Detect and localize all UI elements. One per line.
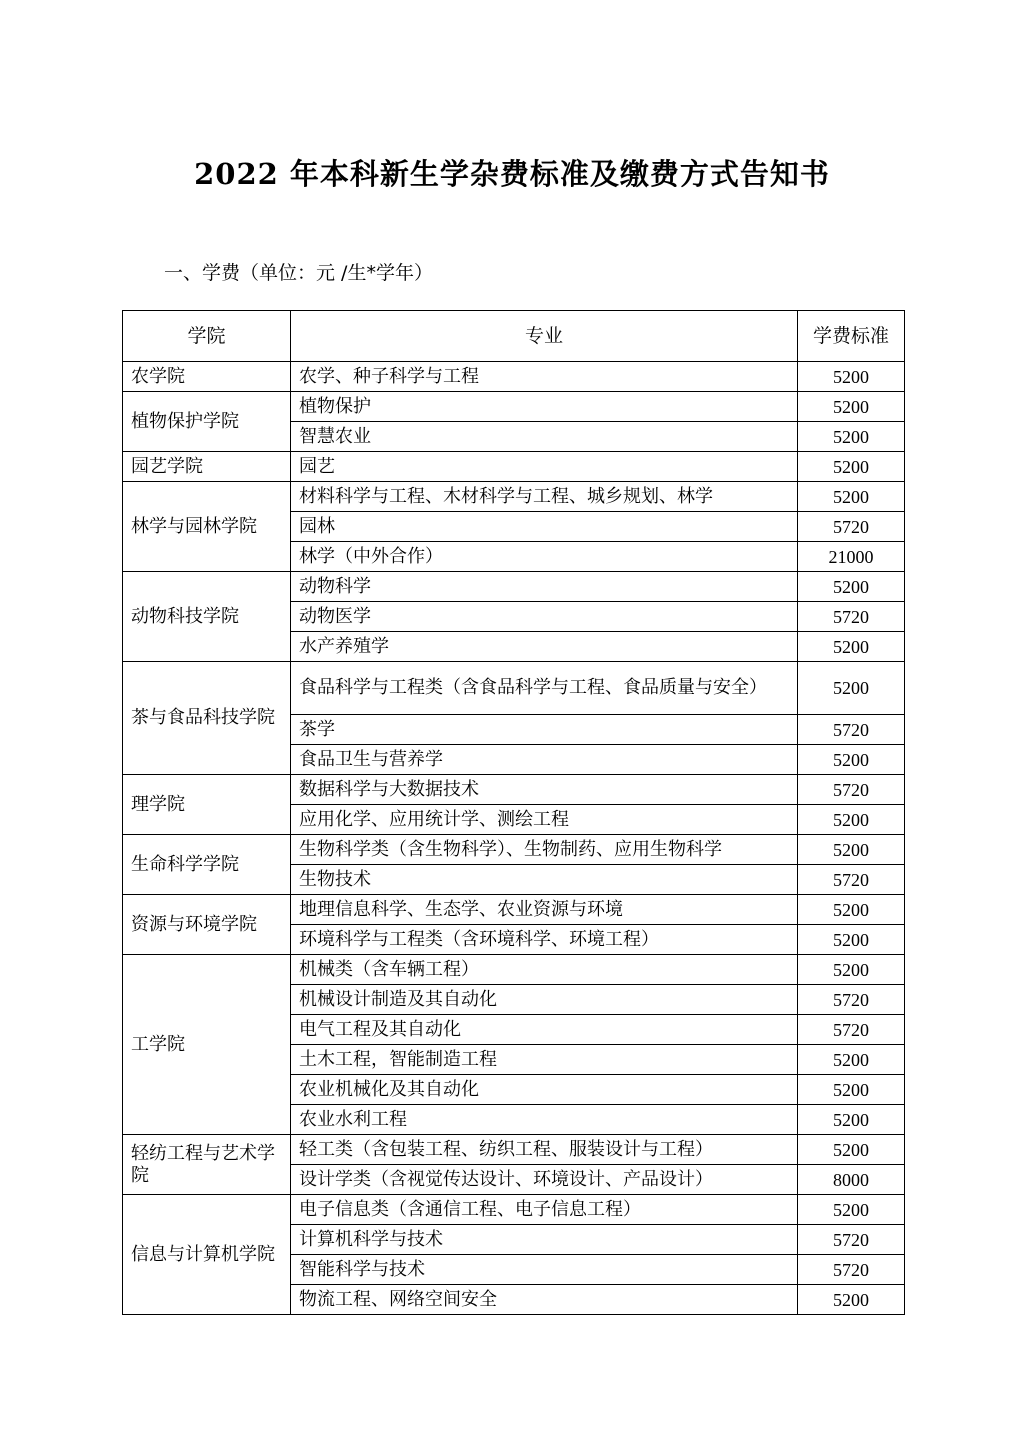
table-row	[123, 895, 905, 925]
fee-cell: 5200	[798, 1105, 905, 1135]
table-row	[123, 482, 905, 512]
table-row	[123, 572, 905, 602]
college-cell: 资源与环境学院	[123, 895, 291, 955]
table-row	[123, 1195, 905, 1225]
table-row	[123, 452, 905, 482]
college-cell: 工学院	[123, 955, 291, 1135]
college-cell: 园艺学院	[123, 452, 291, 482]
major-cell: 环境科学与工程类（含环境科学、环境工程）	[291, 925, 798, 955]
fee-cell: 5200	[798, 955, 905, 985]
page-title: 2022 年本科新生学杂费标准及缴费方式告知书	[194, 157, 830, 191]
major-cell: 园林	[291, 512, 798, 542]
fee-cell: 5720	[798, 602, 905, 632]
column-header-fee: 学费标准	[798, 311, 905, 362]
major-cell: 食品卫生与营养学	[291, 745, 798, 775]
major-cell: 水产养殖学	[291, 632, 798, 662]
column-header-major: 专业	[291, 311, 798, 362]
major-cell: 计算机科学与技术	[291, 1225, 798, 1255]
major-cell: 智慧农业	[291, 422, 798, 452]
fee-cell: 5200	[798, 662, 905, 715]
major-cell: 农学、种子科学与工程	[291, 362, 798, 392]
fee-cell: 5720	[798, 775, 905, 805]
fee-cell: 5720	[798, 1255, 905, 1285]
fee-cell: 5200	[798, 482, 905, 512]
fee-cell: 5200	[798, 1075, 905, 1105]
major-cell: 数据科学与大数据技术	[291, 775, 798, 805]
fee-cell: 5200	[798, 572, 905, 602]
fee-cell: 5200	[798, 745, 905, 775]
fee-cell: 5200	[798, 895, 905, 925]
table-row	[123, 362, 905, 392]
major-cell: 应用化学、应用统计学、测绘工程	[291, 805, 798, 835]
tuition-table	[122, 310, 905, 1315]
fee-cell: 8000	[798, 1165, 905, 1195]
major-cell: 食品科学与工程类（含食品科学与工程、食品质量与安全）	[291, 662, 798, 715]
table-row	[123, 392, 905, 422]
fee-cell: 5720	[798, 985, 905, 1015]
fee-cell: 5200	[798, 805, 905, 835]
fee-cell: 5200	[798, 1285, 905, 1315]
fee-cell: 5200	[798, 632, 905, 662]
fee-cell: 5720	[798, 865, 905, 895]
column-header-college: 学院	[123, 311, 291, 362]
major-cell: 电气工程及其自动化	[291, 1015, 798, 1045]
fee-cell: 5200	[798, 1135, 905, 1165]
major-cell: 茶学	[291, 715, 798, 745]
major-cell: 地理信息科学、生态学、农业资源与环境	[291, 895, 798, 925]
major-cell: 土木工程，智能制造工程	[291, 1045, 798, 1075]
fee-cell: 5200	[798, 452, 905, 482]
fee-cell: 5720	[798, 512, 905, 542]
major-cell: 林学（中外合作）	[291, 542, 798, 572]
major-cell: 机械设计制造及其自动化	[291, 985, 798, 1015]
college-cell: 茶与食品科技学院	[123, 662, 291, 775]
fee-cell: 5720	[798, 715, 905, 745]
fee-cell: 5200	[798, 1195, 905, 1225]
college-cell: 林学与园林学院	[123, 482, 291, 572]
major-cell: 机械类（含车辆工程）	[291, 955, 798, 985]
major-cell: 设计学类（含视觉传达设计、环境设计、产品设计）	[291, 1165, 798, 1195]
fee-cell: 5200	[798, 835, 905, 865]
major-cell: 植物保护	[291, 392, 798, 422]
fee-cell: 5200	[798, 1045, 905, 1075]
college-cell: 农学院	[123, 362, 291, 392]
major-cell: 材料科学与工程、木材科学与工程、城乡规划、林学	[291, 482, 798, 512]
college-cell: 理学院	[123, 775, 291, 835]
college-cell: 生命科学学院	[123, 835, 291, 895]
table-header-row	[123, 311, 905, 362]
major-cell: 动物科学	[291, 572, 798, 602]
fee-cell: 5720	[798, 1225, 905, 1255]
college-cell: 动物科技学院	[123, 572, 291, 662]
college-cell: 植物保护学院	[123, 392, 291, 452]
major-cell: 农业水利工程	[291, 1105, 798, 1135]
fee-cell: 5200	[798, 422, 905, 452]
fee-cell: 5200	[798, 925, 905, 955]
table-row	[123, 775, 905, 805]
major-cell: 生物科学类（含生物科学）、生物制药、应用生物科学	[291, 835, 798, 865]
major-cell: 智能科学与技术	[291, 1255, 798, 1285]
table-row	[123, 662, 905, 715]
section-heading: 一、学费（单位：元 /生*学年）	[164, 262, 433, 284]
major-cell: 园艺	[291, 452, 798, 482]
major-cell: 农业机械化及其自动化	[291, 1075, 798, 1105]
fee-cell: 5200	[798, 392, 905, 422]
major-cell: 生物技术	[291, 865, 798, 895]
table-row	[123, 1135, 905, 1165]
college-cell: 轻纺工程与艺术学院	[123, 1135, 291, 1195]
fee-cell: 21000	[798, 542, 905, 572]
fee-cell: 5200	[798, 362, 905, 392]
major-cell: 物流工程、网络空间安全	[291, 1285, 798, 1315]
major-cell: 电子信息类（含通信工程、电子信息工程）	[291, 1195, 798, 1225]
college-cell: 信息与计算机学院	[123, 1195, 291, 1315]
fee-cell: 5720	[798, 1015, 905, 1045]
major-cell: 动物医学	[291, 602, 798, 632]
major-cell: 轻工类（含包装工程、纺织工程、服装设计与工程）	[291, 1135, 798, 1165]
table-row	[123, 955, 905, 985]
table-row	[123, 835, 905, 865]
